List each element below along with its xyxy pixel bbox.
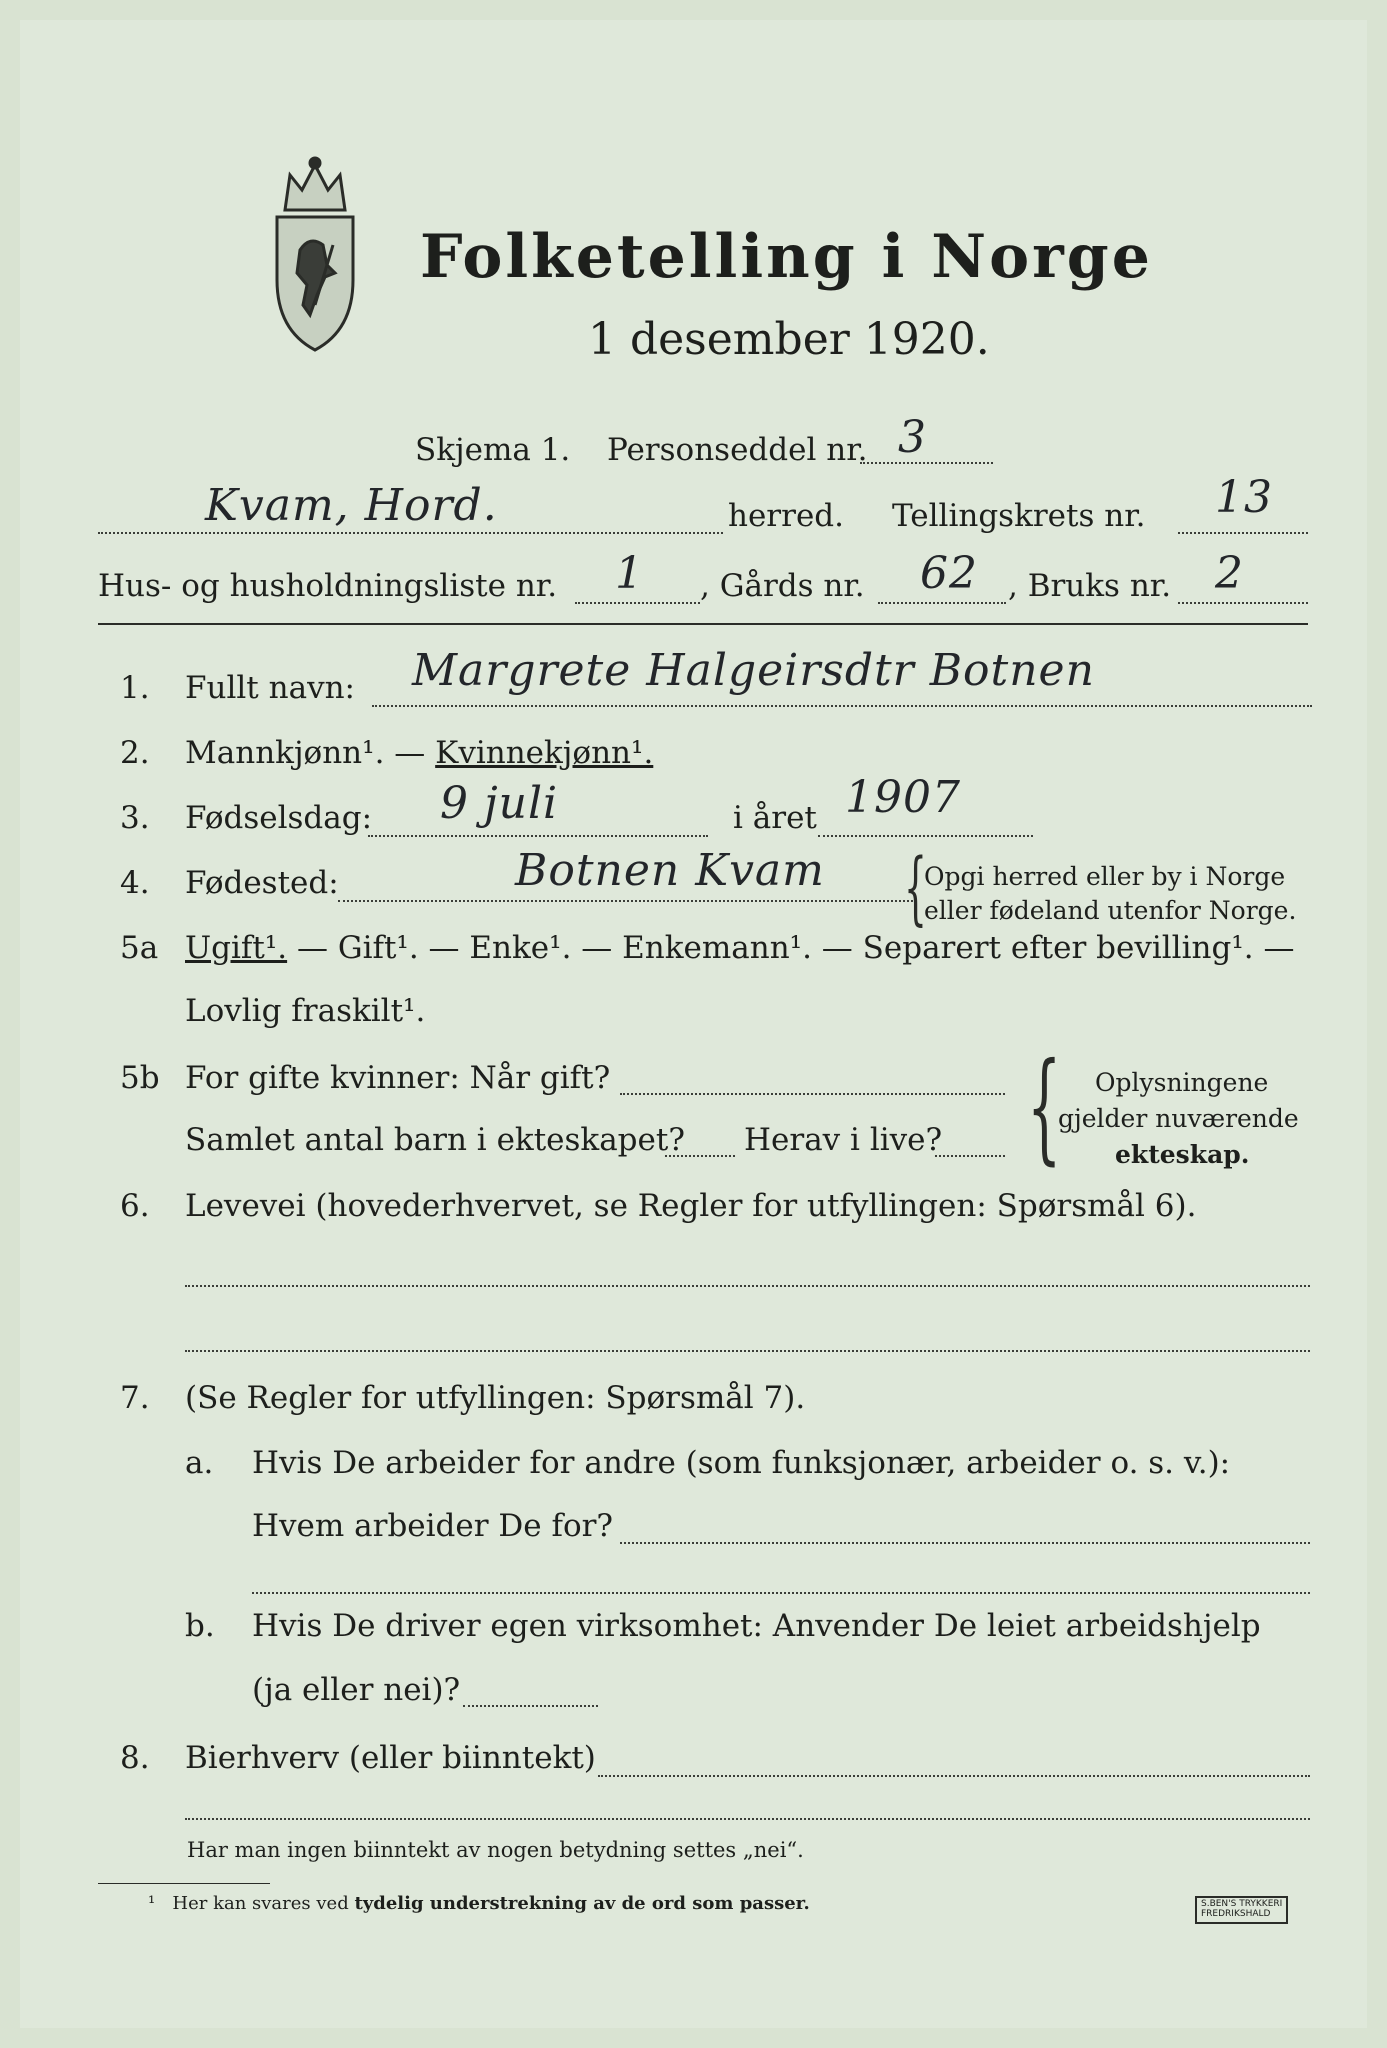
q3-label: Fødselsdag: [185,800,373,836]
printer-stamp [1195,1896,1288,1924]
husliste-label: Hus- og husholdningsliste nr. [98,568,558,604]
q5b-number: 5b [120,1060,160,1096]
q4-line [338,900,913,902]
q3-aaret-label: i året [733,800,817,836]
q5b-herav-line [935,1155,1005,1157]
q8-line2 [185,1818,1310,1820]
q7-number: 7. [120,1380,150,1416]
personseddel-value: 3 [898,412,927,463]
q2-options [185,735,653,771]
q5b-brace: { [1026,1038,1062,1177]
footnote-mark: ¹ [148,1893,156,1914]
q4-note-line1: Opgi herred eller by i Norge [924,862,1286,891]
q6-label: Levevei (hovederhvervet, se Regler for utfyllingen: Spørsmål 6). [185,1188,1197,1224]
bruks-line [1178,602,1308,604]
q5b-line1: For gifte kvinner: Når gift? [185,1060,611,1096]
q2-mann: Mannkjønn¹. [185,735,385,771]
q3-line [368,835,708,837]
husliste-value: 1 [615,548,644,599]
q5b-herav: Herav i live? [744,1122,943,1158]
q1-label: Fullt navn: [185,670,355,706]
personseddel-label: Personseddel nr. [607,432,868,468]
footnote-bold: tydelig understrekning av de ord som passer. [354,1893,810,1914]
q1-full-name-value: Margrete Halgeirsdtr Botnen [412,645,1095,696]
q3-year-value: 1907 [845,772,961,823]
bruks-label: , Bruks nr. [1008,568,1172,604]
bruks-value: 2 [1215,548,1244,599]
stamp-line2: FREDRIKSHALD [1201,1908,1271,1919]
form-title: Folketelling i Norge [420,222,1153,292]
q4-number: 4. [120,865,150,901]
q3-number: 3. [120,800,150,836]
q3-birthday-value: 9 juli [440,778,559,829]
q4-label: Fødested: [185,865,339,901]
q4-note-line2: eller fødeland utenfor Norge. [924,896,1297,925]
q7a-line2 [252,1592,1310,1594]
tellingskrets-line [1178,532,1308,534]
q6-line1 [185,1285,1310,1287]
norwegian-coat-of-arms-icon [255,155,375,355]
q1-line [372,705,1312,707]
q5b-barn-line [665,1155,735,1157]
q4-brace: { [903,841,927,934]
q6-line2 [185,1350,1310,1352]
q7a-line1 [620,1542,1310,1544]
q7a-sub: Hvem arbeider De for? [252,1508,614,1544]
note-nei: Har man ingen biinntekt av nogen betydning settes „nei“. [187,1838,804,1862]
q5a-ugift-underlined: Ugift¹. [185,930,288,966]
gards-line [878,602,1006,604]
q5a-line2: Lovlig fraskilt¹. [185,993,426,1029]
q5b-line2: Samlet antal barn i ekteskapet? [185,1122,685,1158]
q5b-note3: ekteskap. [1115,1140,1250,1169]
footnote-text: Her kan svares ved [172,1893,349,1914]
q5b-note2: gjelder nuværende [1058,1104,1299,1133]
q5a-rest: — Gift¹. — Enke¹. — Enkemann¹. — Separert efter bevilling¹. — [287,930,1295,966]
q7b-mark: b. [185,1608,215,1644]
q1-number: 1. [120,670,150,706]
q2-sep: — [384,735,436,771]
q7b-line [463,1705,598,1707]
q5a-options [185,930,1294,966]
q5a-number: 5a [120,930,159,966]
q2-kvinne-underlined: Kvinnekjønn¹. [435,735,654,771]
q8-number: 8. [120,1740,150,1776]
footnote-divider [98,1883,270,1884]
q2-number: 2. [120,735,150,771]
gards-value: 62 [920,548,978,599]
tellingskrets-label: Tellingskrets nr. [892,498,1146,534]
husliste-line [575,602,700,604]
herred-label: herred. [728,498,844,534]
gards-label: , Gårds nr. [700,568,865,604]
q7-label: (Se Regler for utfyllingen: Spørsmål 7). [185,1380,806,1416]
header-divider [98,623,1308,625]
skjema-label: Skjema 1. [415,432,571,468]
q6-number: 6. [120,1188,150,1224]
q5b-gift-line [620,1093,1005,1095]
footnote [148,1893,810,1914]
stamp-line1: S.BEN'S TRYKKERI [1201,1899,1283,1909]
q8-label: Bierhverv (eller biinntekt) [185,1740,596,1776]
herred-line [98,532,723,534]
q7a-mark: a. [185,1445,214,1481]
q7a-text: Hvis De arbeider for andre (som funksjonær, arbeider o. s. v.): [252,1445,1231,1481]
q8-line1 [598,1775,1310,1777]
tellingskrets-value: 13 [1215,472,1273,523]
q7b-sub: (ja eller nei)? [252,1672,461,1708]
q5b-note1: Oplysningene [1095,1068,1269,1097]
q7b-text: Hvis De driver egen virksomhet: Anvender De leiet arbeidshjelp [252,1608,1261,1644]
herred-value: Kvam, Hord. [205,480,498,531]
census-date: 1 desember 1920. [588,314,990,365]
q3-aaret-line [818,835,1033,837]
q4-birthplace-value: Botnen Kvam [515,845,825,896]
